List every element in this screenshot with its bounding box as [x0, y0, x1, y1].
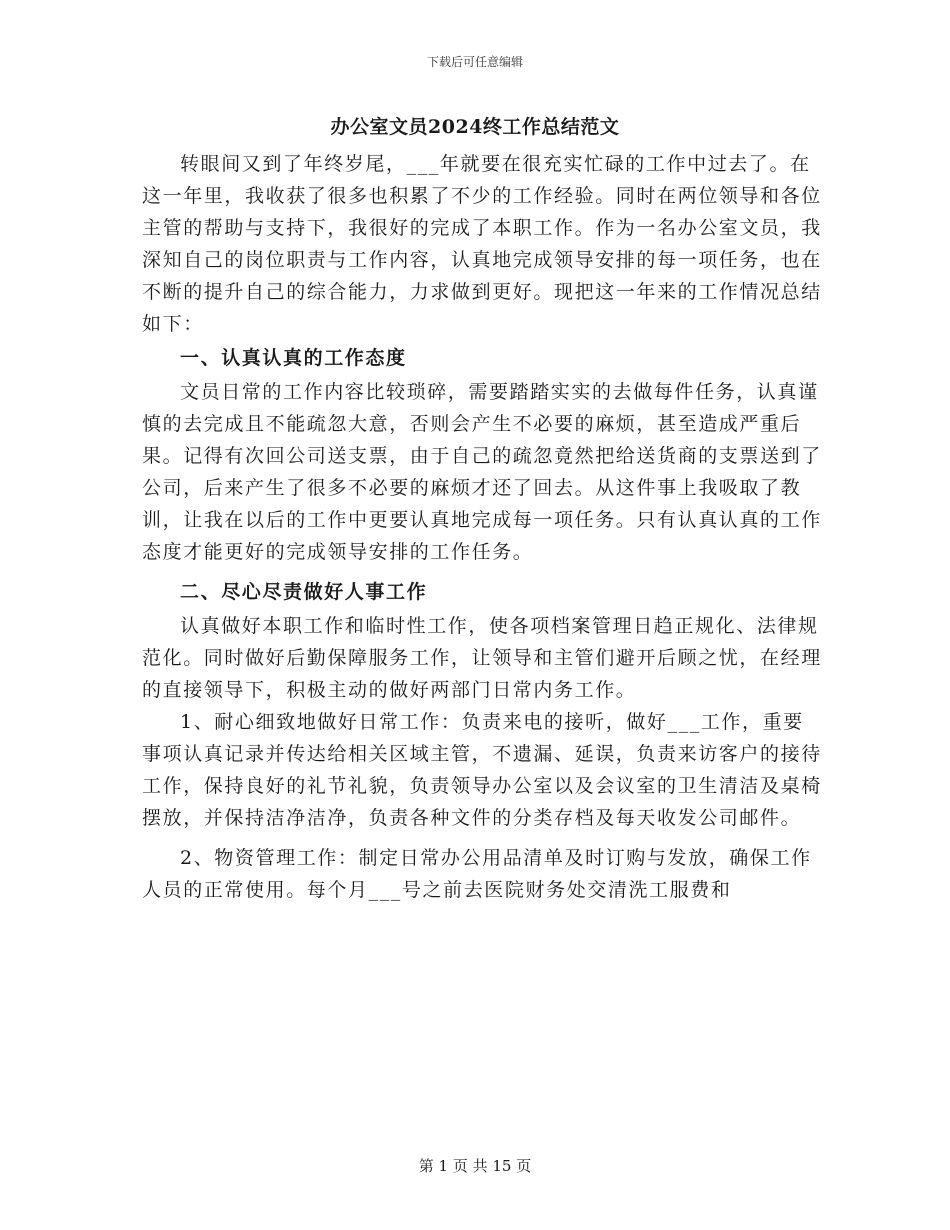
- daily-work-paragraph: 1、耐心细致地做好日常工作：负责来电的接听，做好___工作，重要事项认真记录并传达给相关区域主管，不遗漏、延误，负责来访客户的接待工作，保持良好的礼节礼貌，负责领导办公室以及会议室的卫生清洁及桌椅摆放，并保持洁净洁净，负责各种文件的分类存档及每天收发公司邮件。: [142, 711, 822, 829]
- attitude-paragraph: 文员日常的工作内容比较琐碎，需要踏踏实实的去做每件任务，认真谨慎的去完成且不能疏忽大意，否则会产生不必要的麻烦，甚至造成严重后果。记得有次回公司送支票，由于自己的疏忽竟然把给送货商的支票送到了公司，后来产生了很多不必要的麻烦才还了回去。从这件事上我吸取了教训，让我在以后的工作中更要认真地完成每一项任务。只有认真认真的工作态度才能更好的完成领导安排的工作任务。: [142, 381, 822, 563]
- materials-paragraph: 2、物资管理工作：制定日常办公用品清单及时订购与发放，确保工作人员的正常使用。每个月___号之前去医院财务处交清洗工服费和: [142, 847, 812, 901]
- page-number: 第 1 页 共 15 页: [418, 1157, 532, 1175]
- section-heading-attitude: 一、认真认真的工作态度: [180, 347, 407, 369]
- section-heading-personnel: 二、尽心尽责做好人事工作: [180, 581, 428, 603]
- personnel-paragraph: 认真做好本职工作和临时性工作，使各项档案管理日趋正规化、法律规范化。同时做好后勤保障服务工作，让领导和主管们避开后顾之忧，在经理的直接领导下，积极主动的做好两部门日常内务工作。: [142, 615, 822, 701]
- page-header-note: 下载后可任意编辑: [426, 55, 523, 69]
- document-body: [142, 148, 822, 906]
- intro-paragraph: 转眼间又到了年终岁尾，___年就要在很充实忙碌的工作中过去了。在这一年里，我收获了很多也积累了不少的工作经验。同时在两位领导和各位主管的帮助与支持下，我很好的完成了本职工作。作为一名办公室文员，我深知自己的岗位职责与工作内容，认真地完成领导安排的每一项任务，也在不断的提升自己的综合能力，力求做到更好。现把这一年来的工作情况总结如下：: [142, 153, 822, 335]
- document-title: 办公室文员2024终工作总结范文: [330, 116, 620, 138]
